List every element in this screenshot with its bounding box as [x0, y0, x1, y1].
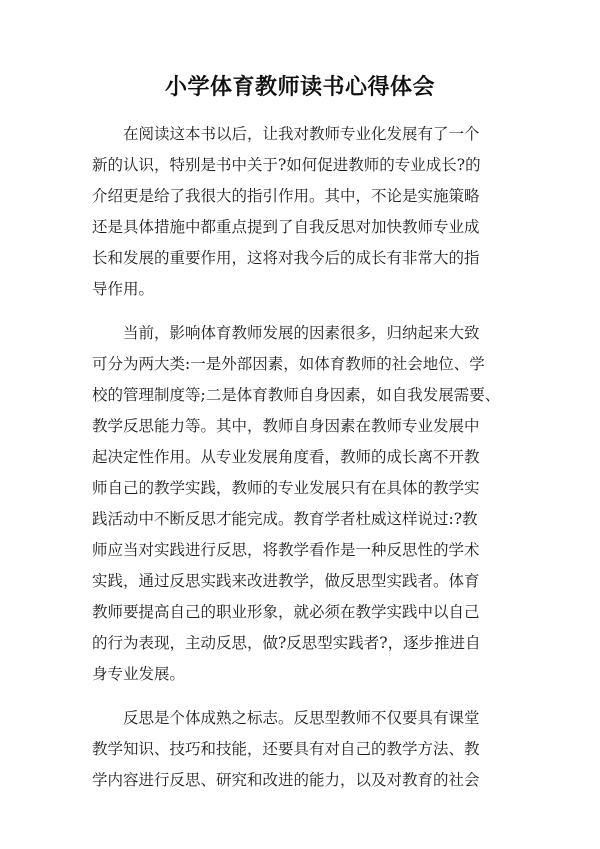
- text-line: 教学反思能力等。其中，教师自身因素在教师专业发展中: [92, 417, 480, 435]
- text-line: 在阅读这本书以后，让我对教师专业化发展有了一个: [123, 125, 480, 143]
- text-line: 教师要提高自己的职业形象，就必须在教学实践中以自己: [92, 603, 480, 621]
- text-line: 实践，通过反思实践来改进教学，做反思型实践者。体育: [92, 572, 480, 590]
- text-line: 反思是个体成熟之标志。反思型教师不仅要具有课堂: [123, 709, 480, 727]
- text-line: 可分为两大类:一是外部因素，如体育教师的社会地位、学: [92, 355, 485, 373]
- paragraph-3: [92, 703, 512, 796]
- text-line: 学内容进行反思、研究和改进的能力，以及对教育的社会: [92, 771, 480, 789]
- text-line: 起决定性作用。从专业发展角度看，教师的成长离不开教: [92, 448, 480, 466]
- text-line: 教学知识、技巧和技能，还要具有对自己的教学方法、教: [92, 740, 480, 758]
- text-line: 新的认识，特别是书中关于?如何促进教师的专业成长?的: [92, 156, 481, 174]
- text-line: 导作用。: [92, 280, 155, 298]
- paragraph-1: [92, 119, 512, 305]
- text-line: 长和发展的重要作用，这将对我今后的成长有非常大的指: [92, 249, 480, 267]
- text-line: 当前，影响体育教师发展的因素很多，归纳起来大致: [123, 324, 480, 342]
- text-line: 的行为表现，主动反思，做?反思型实践者?，逐步推进自: [92, 634, 481, 652]
- text-line: 校的管理制度等;二是体育教师自身因素，如自我发展需要、: [92, 386, 501, 404]
- document-body: [92, 119, 512, 809]
- text-line: 身专业发展。: [92, 665, 186, 683]
- text-line: 践活动中不断反思才能完成。教育学者杜威这样说过:?教: [92, 510, 478, 528]
- text-line: 师自己的教学实践，教师的专业发展只有在具体的教学实: [92, 479, 480, 497]
- text-line: 介绍更是给了我很大的指引作用。其中，不论是实施策略: [92, 187, 480, 205]
- document-title: 小学体育教师读书心得体会: [164, 74, 435, 100]
- paragraph-2: [92, 318, 512, 690]
- text-line: 还是具体措施中都重点提到了自我反思对加快教师专业成: [92, 218, 480, 236]
- text-line: 师应当对实践进行反思，将教学看作是一种反思性的学术: [92, 541, 480, 559]
